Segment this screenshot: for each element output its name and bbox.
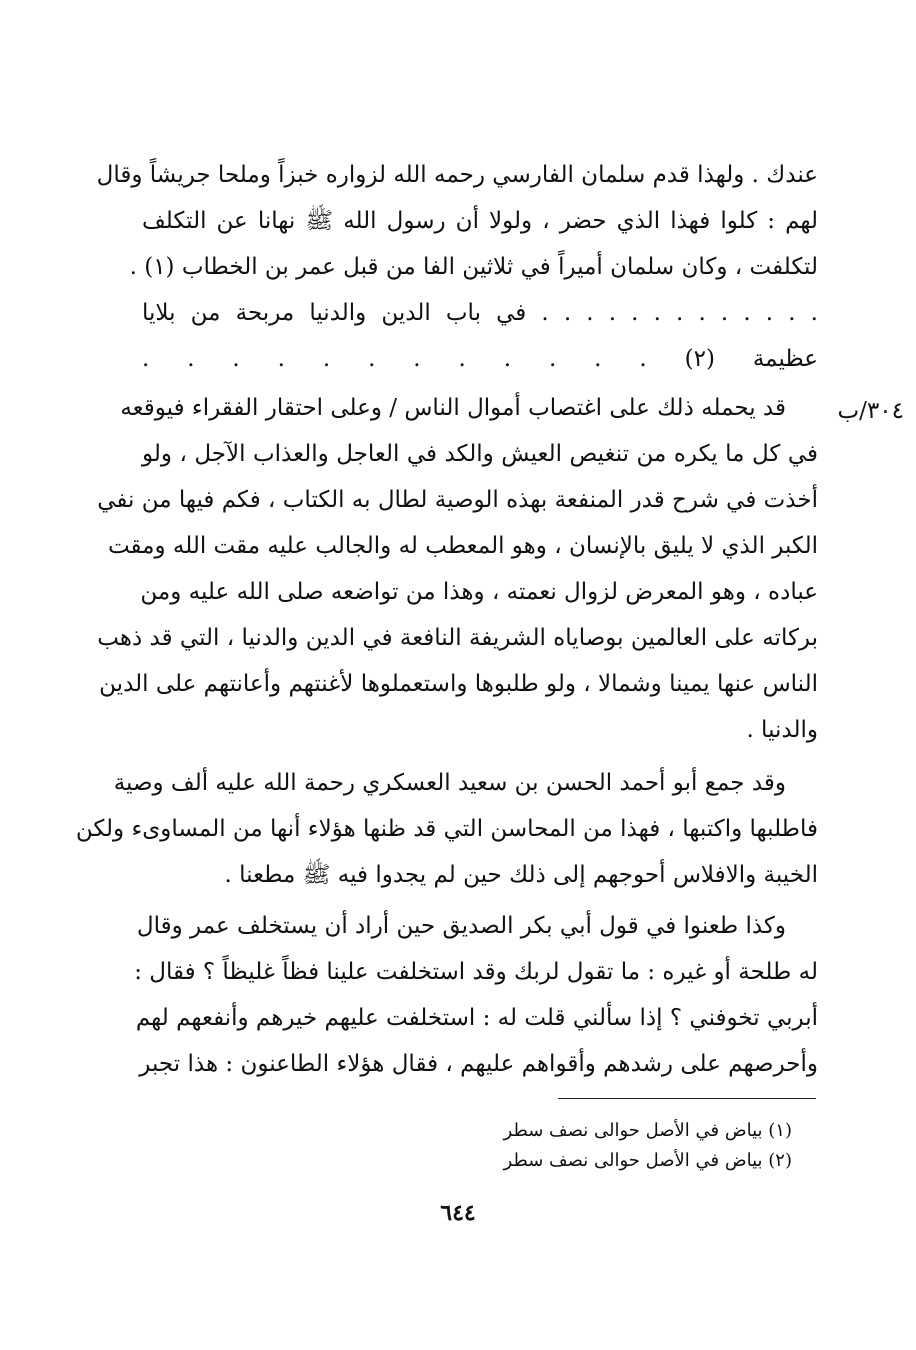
paragraph-4 <box>134 903 818 1087</box>
text-line: عندك . ولهذا قدم سلمان الفارسي رحمه الله لزواره خبزاً وملحا جريشاً وقال <box>96 162 818 188</box>
footnote-2: (٢) بياض في الأصل حوالى نصف سطر <box>503 1150 792 1171</box>
text-line: لهم : كلوا فهذا الذي حضر ، ولولا أن رسول الله ﷺ نهانا عن التكلف <box>142 208 818 234</box>
text-line: وكذا طعنوا في قول أبي بكر الصديق حين أراد أن يستخلف عمر وقال <box>136 913 786 939</box>
text-line: أخذت في شرح قدر المنفعة بهذه الوصية لطال به الكتاب ، فكم فيها من نفي <box>97 487 818 513</box>
text-line: وأحرصهم على رشدهم وأقواهم عليهم ، فقال هؤلاء الطاعنون : هذا تجبر <box>139 1051 818 1077</box>
text-line: بركاته على العالمين بوصاياه الشريفة النافعة في الدين والدنيا ، التي قد ذهب <box>97 625 818 651</box>
text-line: وقد جمع أبو أحمد الحسن بن سعيد العسكري رحمة الله عليه ألف وصية <box>113 770 786 796</box>
text-line: والدنيا . <box>746 717 818 743</box>
text-line: له طلحة أو غيره : ما تقول لربك وقد استخلفت علينا فظاً غليظاً ؟ فقال : <box>134 959 818 985</box>
footnote-1: (١) بياض في الأصل حوالى نصف سطر <box>503 1120 792 1141</box>
text-line: أبربي تخوفني ؟ إذا سألني قلت له : استخلفت عليهم خيرهم وأنفعهم لهم <box>135 1005 818 1031</box>
paragraph-2 <box>97 385 818 753</box>
text-line: الكبر الذي لا يليق بالإنسان ، وهو المعطب له والجالب عليه مقت الله ومقت <box>107 533 818 559</box>
footnotes <box>400 1116 792 1176</box>
text-line: عباده ، وهو المعرض لزوال نعمته ، وهذا من تواضعه صلى الله عليه ومن <box>140 579 818 605</box>
text-line: قد يحمله ذلك على اغتصاب أموال الناس / وعلى احتقار الفقراء فيوقعه <box>120 395 786 421</box>
text-line: لتكلفت ، وكان سلمان أميراً في ثلاثين الفا من قبل عمر بن الخطاب (١) . <box>129 254 818 280</box>
footnote-divider <box>558 1098 816 1099</box>
page-number: ٦٤٤ <box>440 1200 476 1226</box>
text-line: عظيمة (٢) . . . . . . . . . . . . <box>142 346 818 372</box>
text-line: . . . . . . . . . . . . . في باب الدين والدنيا مربحة من بلايا <box>142 300 818 326</box>
text-line: فاطلبها واكتبها ، فهذا من المحاسن التي قد ظنها هؤلاء أنها من المساوىء ولكن <box>75 816 818 842</box>
paragraph-3 <box>75 760 818 898</box>
text-line: في كل ما يكره من تنغيص العيش والكد في العاجل والعذاب الآجل ، ولو <box>142 441 818 467</box>
margin-folio-note: ٣٠٤/ب <box>837 398 904 424</box>
text-line: الناس عنها يمينا وشمالا ، ولو طلبوها واستعملوها لأغنتهم وأعانتهم على الدين <box>99 671 818 697</box>
paragraph-1 <box>96 152 818 382</box>
text-line: الخيبة والافلاس أحوجهم إلى ذلك حين لم يجدوا فيه ﷺ مطعنا . <box>224 862 818 888</box>
